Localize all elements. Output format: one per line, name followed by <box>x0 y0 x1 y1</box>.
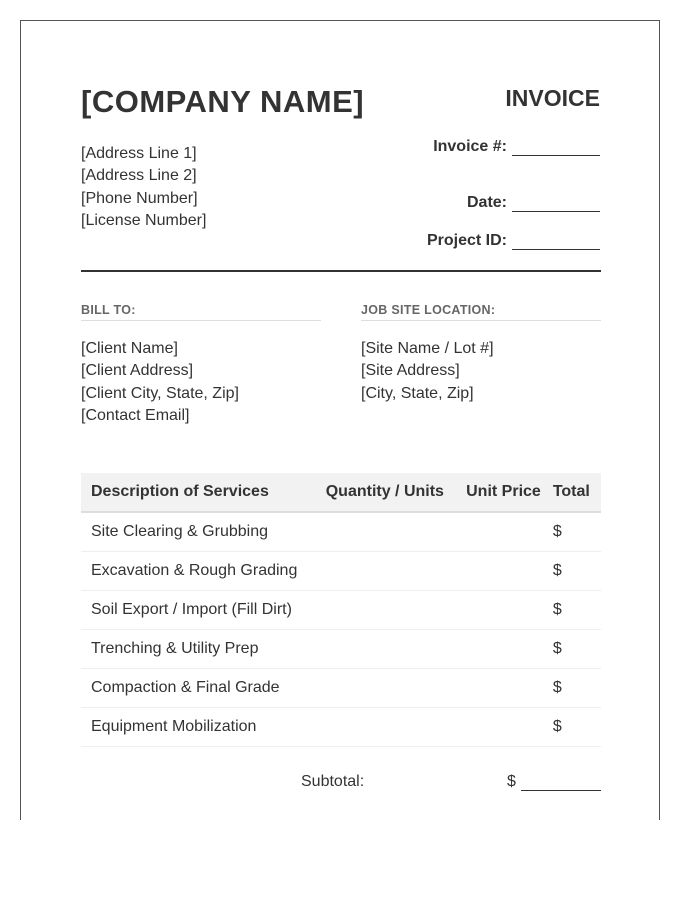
invoice-page <box>20 20 660 820</box>
license-number: [License Number] <box>81 211 207 229</box>
contact-email: [Contact Email] <box>81 406 190 424</box>
client-city-state-zip: [Client City, State, Zip] <box>81 384 239 402</box>
date-row <box>340 174 600 212</box>
service-unit-price <box>454 552 551 591</box>
invoice-title: INVOICE <box>505 85 600 111</box>
service-total: $ <box>551 708 601 747</box>
client-name: [Client Name] <box>81 340 178 357</box>
invoice-meta-block <box>340 136 600 250</box>
job-site-label: JOB SITE LOCATION: <box>361 303 601 321</box>
bill-to-label: BILL TO: <box>81 303 321 321</box>
invoice-number-blank <box>512 141 600 156</box>
service-description: Equipment Mobilization <box>81 708 313 747</box>
company-name: [COMPANY NAME] <box>81 84 365 119</box>
invoice-number-label: Invoice #: <box>433 138 507 155</box>
table-row <box>81 708 601 747</box>
table-row <box>81 512 601 552</box>
service-unit-price <box>454 708 551 747</box>
service-description: Soil Export / Import (Fill Dirt) <box>81 591 313 630</box>
site-address: [Site Address] <box>361 362 460 380</box>
service-description: Trenching & Utility Prep <box>81 630 313 669</box>
service-total: $ <box>551 669 601 708</box>
header-description: Description of Services <box>81 473 313 512</box>
subtotal-label: Subtotal: <box>301 773 365 790</box>
service-unit-price <box>454 512 551 552</box>
service-total: $ <box>551 552 601 591</box>
header-quantity: Quantity / Units <box>313 473 454 512</box>
service-quantity <box>313 552 454 591</box>
client-address: [Client Address] <box>81 362 194 380</box>
address-line-1: [Address Line 1] <box>81 145 197 162</box>
header-total: Total <box>551 473 601 512</box>
bill-to-block <box>81 338 239 427</box>
service-quantity <box>313 591 454 630</box>
table-row <box>81 630 601 669</box>
site-city-state-zip: [City, State, Zip] <box>361 384 474 402</box>
service-description: Excavation & Rough Grading <box>81 552 313 591</box>
service-quantity <box>313 669 454 708</box>
subtotal-currency: $ <box>507 773 516 790</box>
service-quantity <box>313 630 454 669</box>
site-name: [Site Name / Lot #] <box>361 340 494 357</box>
service-total: $ <box>551 591 601 630</box>
phone-number: [Phone Number] <box>81 189 198 207</box>
service-unit-price <box>454 669 551 708</box>
address-line-2: [Address Line 2] <box>81 167 197 185</box>
subtotal-blank <box>521 775 601 791</box>
table-row <box>81 669 601 708</box>
service-quantity <box>313 512 454 552</box>
services-table <box>81 473 601 747</box>
project-id-blank <box>512 235 600 250</box>
project-id-label: Project ID: <box>426 232 507 249</box>
service-quantity <box>313 708 454 747</box>
table-header-row <box>81 473 601 512</box>
project-id-row <box>340 212 600 250</box>
table-row <box>81 552 601 591</box>
service-unit-price <box>454 591 551 630</box>
table-row <box>81 591 601 630</box>
header-divider <box>81 270 601 272</box>
service-unit-price <box>454 630 551 669</box>
service-description: Compaction & Final Grade <box>81 669 313 708</box>
job-site-block <box>361 338 494 405</box>
invoice-number-row <box>340 136 600 156</box>
date-label: Date: <box>466 194 507 211</box>
service-total: $ <box>551 630 601 669</box>
header-unit-price: Unit Price <box>454 473 551 512</box>
subtotal-row <box>81 771 601 795</box>
date-blank <box>512 197 600 212</box>
service-description: Site Clearing & Grubbing <box>81 512 313 552</box>
service-total: $ <box>551 512 601 552</box>
company-address-block <box>81 143 206 232</box>
